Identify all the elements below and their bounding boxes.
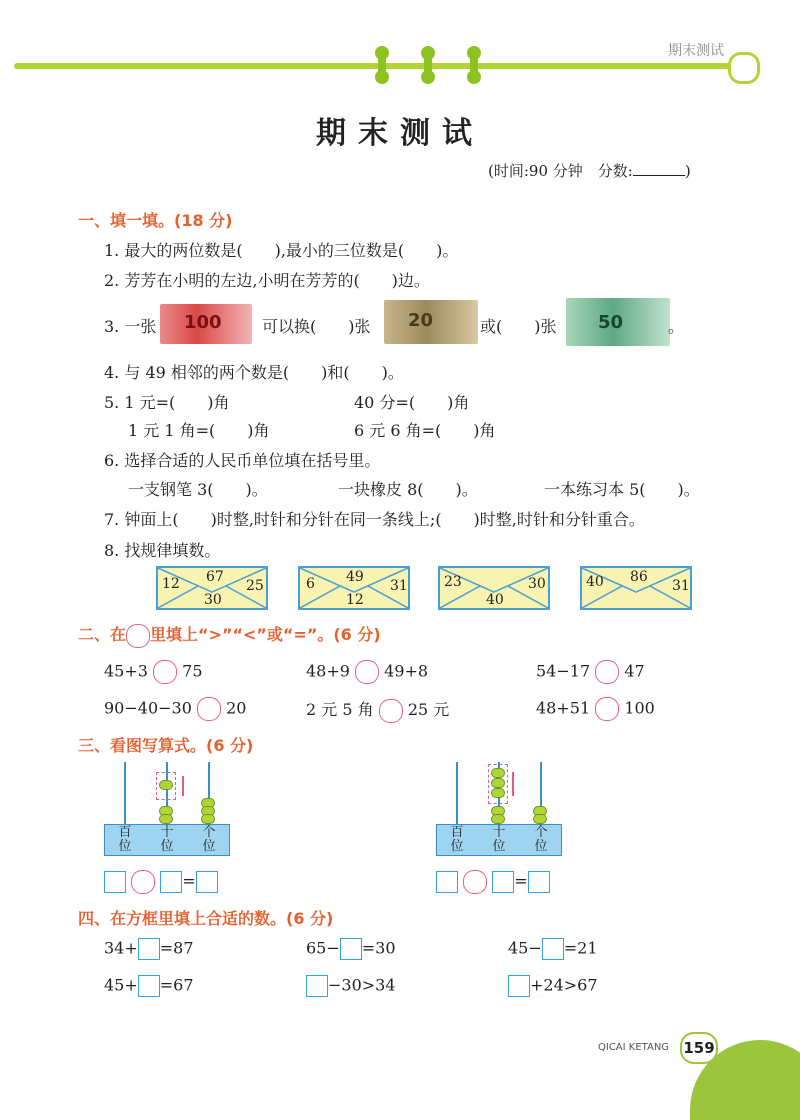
operator-circle-input[interactable] <box>463 870 487 894</box>
abacus-rod <box>124 762 126 824</box>
operator-circle-input[interactable] <box>131 870 155 894</box>
abacus-rod <box>456 762 458 824</box>
question-5c: 1 元 1 角=( )角 <box>128 421 270 440</box>
compare-item: 54−17 47 <box>536 660 645 684</box>
compare-item: 2 元 5 角 25 元 <box>306 697 449 723</box>
abacus-bead <box>491 768 505 778</box>
envelope-left-number: 23 <box>444 574 462 590</box>
compare-circle-input[interactable] <box>595 660 619 684</box>
up-arrow-icon <box>512 772 514 796</box>
abacus-bead <box>201 814 215 824</box>
compare-circle-input[interactable] <box>153 660 177 684</box>
answer-box[interactable] <box>306 975 328 997</box>
envelope-top-number: 86 <box>630 569 648 585</box>
fill-box-item: −30>34 <box>306 975 396 997</box>
envelope-left-number: 6 <box>306 576 315 592</box>
equation-row: = <box>436 870 550 894</box>
question-6c: 一本练习本 5( )。 <box>544 480 700 499</box>
answer-box[interactable] <box>508 975 530 997</box>
answer-box[interactable] <box>528 871 550 893</box>
fill-box-item: 34+ =87 <box>104 938 194 960</box>
compare-item: 48+9 49+8 <box>306 660 428 684</box>
banknote-20: 20 <box>384 300 478 344</box>
envelope-top-number: 67 <box>206 569 224 585</box>
mascot-logo-icon <box>728 52 760 84</box>
question-8: 8. 找规律填数。 <box>104 541 221 560</box>
question-3-prefix: 3. 一张 <box>104 317 157 336</box>
envelope-right-number: 30 <box>528 576 546 592</box>
question-5b: 40 分=( )角 <box>354 393 470 412</box>
answer-box[interactable] <box>436 871 458 893</box>
envelope-left-number: 40 <box>586 574 604 590</box>
answer-box[interactable] <box>138 975 160 997</box>
question-2: 2. 芳芳在小明的左边,小明在芳芳的( )边。 <box>104 271 430 290</box>
pattern-envelope <box>156 566 268 610</box>
compare-item: 45+3 75 <box>104 660 203 684</box>
pattern-envelope <box>298 566 410 610</box>
section-4-heading: 四、在方框里填上合适的数。(6 分) <box>78 909 334 928</box>
fill-box-item: 45− =21 <box>508 938 598 960</box>
envelope-bottom-number: 40 <box>486 592 504 608</box>
envelope-right-number: 25 <box>246 578 264 594</box>
compare-circle-input[interactable] <box>197 697 221 721</box>
place-label-tens: 十 位 <box>160 825 174 854</box>
envelope-bottom-number: 30 <box>204 592 222 608</box>
fill-box-item: 65− =30 <box>306 938 396 960</box>
question-6b: 一块橡皮 8( )。 <box>338 480 478 499</box>
answer-box[interactable] <box>104 871 126 893</box>
compare-circle-input[interactable] <box>355 660 379 684</box>
abacus-bead <box>491 788 505 798</box>
question-3-mid: 可以换( )张 <box>262 317 371 336</box>
binder-pin <box>424 50 432 80</box>
compare-item: 90−40−30 20 <box>104 697 246 721</box>
answer-box[interactable] <box>138 938 160 960</box>
section-2-heading: 二、在 里填上“>”“<”或“=”。(6 分) <box>78 622 381 648</box>
question-3-or: 或( )张 <box>480 317 557 336</box>
pattern-envelope <box>580 566 692 610</box>
question-6: 6. 选择合适的人民币单位填在括号里。 <box>104 451 381 470</box>
section-3-heading: 三、看图写算式。(6 分) <box>78 736 254 755</box>
binder-pin <box>378 50 386 80</box>
abacus-bead <box>491 778 505 788</box>
question-4: 4. 与 49 相邻的两个数是( )和( )。 <box>104 363 404 382</box>
answer-box[interactable] <box>160 871 182 893</box>
compare-circle-input[interactable] <box>595 697 619 721</box>
time-score-line: (时间:90 分钟 分数: ) <box>488 162 691 180</box>
abacus-bead <box>159 814 173 824</box>
question-7: 7. 钟面上( )时整,时针和分针在同一条线上;( )时整,时针和分针重合。 <box>104 510 645 529</box>
envelope-right-number: 31 <box>672 578 690 594</box>
page-title: 期末测试 <box>316 116 484 151</box>
abacus-bead <box>491 814 505 824</box>
question-1: 1. 最大的两位数是( ),最小的三位数是( )。 <box>104 241 459 260</box>
envelope-left-number: 12 <box>162 576 180 592</box>
down-arrow-icon <box>182 776 184 796</box>
abacus-bead <box>159 780 173 790</box>
place-label-ones: 个 位 <box>534 825 548 854</box>
answer-box[interactable] <box>196 871 218 893</box>
pattern-envelope <box>438 566 550 610</box>
abacus-bead <box>533 814 547 824</box>
sample-circle-icon <box>126 624 150 648</box>
fill-box-item: 45+ =67 <box>104 975 194 997</box>
brand-text: QICAI KETANG <box>598 1042 670 1053</box>
compare-item: 48+51 100 <box>536 697 655 721</box>
answer-box[interactable] <box>542 938 564 960</box>
section-1-heading: 一、填一填。(18 分) <box>78 211 233 230</box>
question-3-end: 。 <box>668 317 685 336</box>
fill-box-item: +24>67 <box>508 975 598 997</box>
question-5a: 5. 1 元=( )角 <box>104 393 230 412</box>
envelope-top-number: 49 <box>346 569 364 585</box>
place-label-hundreds: 百 位 <box>450 825 464 854</box>
place-label-ones: 个 位 <box>202 825 216 854</box>
answer-box[interactable] <box>492 871 514 893</box>
page-number: 159 <box>680 1032 718 1064</box>
envelope-right-number: 31 <box>390 578 408 594</box>
answer-box[interactable] <box>340 938 362 960</box>
question-6a: 一支钢笔 3( )。 <box>128 480 268 499</box>
banknote-50: 50 <box>566 298 670 346</box>
score-blank[interactable] <box>633 161 685 176</box>
equation-row: = <box>104 870 218 894</box>
banknote-100: 100 <box>160 304 252 344</box>
envelope-bottom-number: 12 <box>346 592 364 608</box>
place-label-tens: 十 位 <box>492 825 506 854</box>
compare-circle-input[interactable] <box>379 699 403 723</box>
place-label-hundreds: 百 位 <box>118 825 132 854</box>
binder-pin <box>470 50 478 80</box>
corner-title: 期末测试 <box>668 43 724 59</box>
question-5d: 6 元 6 角=( )角 <box>354 421 496 440</box>
